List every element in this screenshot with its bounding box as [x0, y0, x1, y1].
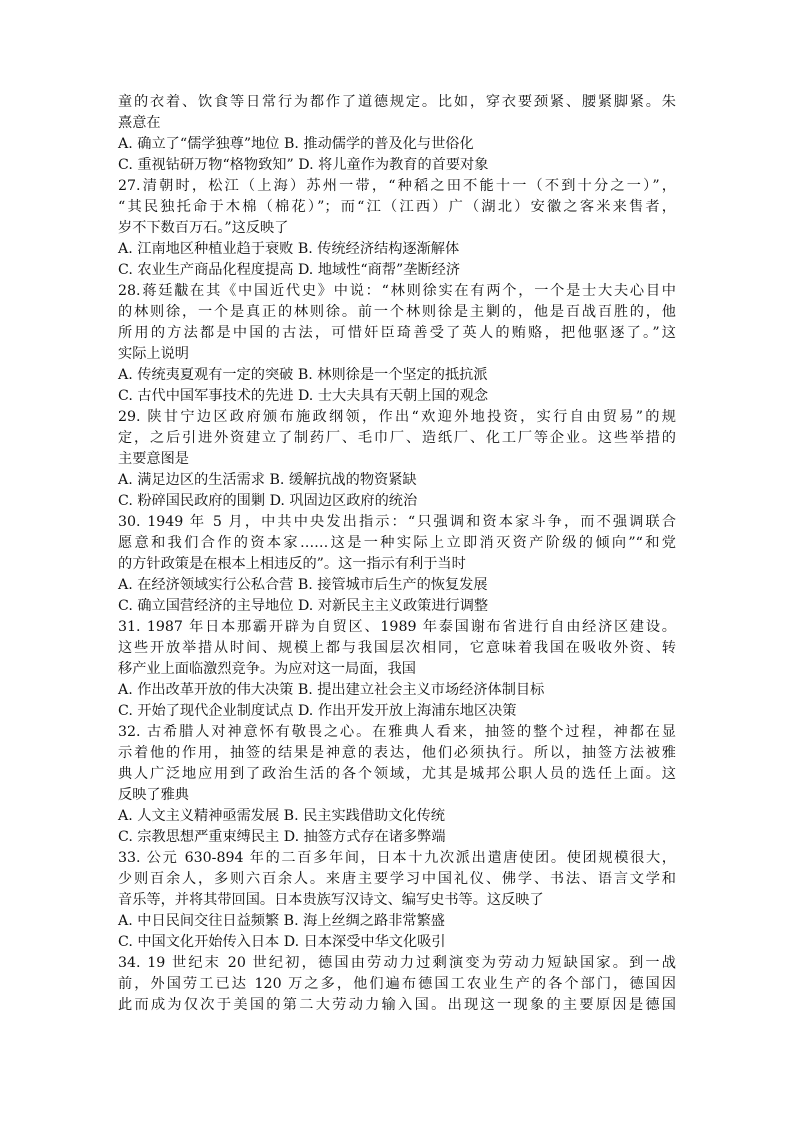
text-line: A. 满足边区的生活需求 B. 缓解抗战的物资紧缺 [118, 472, 417, 488]
text-line: 主要意图是 [118, 451, 189, 467]
text-line: C. 中国文化开始传入日本 D. 日本深受中华文化吸引 [118, 934, 446, 950]
text-line: 移产业上面临激烈竞争。为应对这一局面，我国 [118, 661, 416, 677]
text-line: 所用的方法都是中国的古法，可惜奸臣琦善受了英人的贿赂，把他驱逐了。”这 [118, 325, 676, 341]
document-body [118, 92, 676, 1016]
text-line: A. 人文主义精神亟需发展 B. 民主实践借助文化传统 [118, 808, 445, 824]
text-line: A. 在经济领域实行公私合营 B. 接管城市后生产的恢复发展 [118, 577, 488, 593]
text-line: 28.蒋廷黻在其《中国近代史》中说：“林则徐实在有两个，一个是士大夫心目中 [118, 283, 676, 299]
text-line: 实际上说明 [118, 346, 189, 362]
text-line: 34. 19 世纪末 20 世纪初，德国由劳动力过剩演变为劳动力短缺国家。到一战 [118, 955, 676, 971]
text-line: 此而成为仅次于美国的第二大劳动力输入国。出现这一现象的主要原因是德国 [118, 997, 676, 1013]
text-line: 30. 1949 年 5 月，中共中央发出指示：“只强调和资本家斗争，而不强调联合 [118, 514, 676, 530]
text-line: 的方针政策是在根本上相违反的”。这一指示有利于当时 [118, 556, 466, 572]
text-line: C. 古代中国军事技术的先进 D. 士大夫具有天朝上国的观念 [118, 388, 489, 404]
text-line: A. 中日民间交往日益频繁 B. 海上丝绸之路非常繁盛 [118, 913, 445, 929]
text-line: 典人广泛地应用到了政治生活的各个领域，尤其是城邦公职人员的选任上面。这 [118, 766, 676, 782]
text-line: C. 重视钻研万物“格物致知” D. 将儿童作为教育的首要对象 [118, 157, 489, 173]
text-line: 33. 公元 630-894 年的二百多年间，日本十九次派出遣唐使团。使团规模很大， [118, 850, 676, 866]
text-line: 32. 古希腊人对神意怀有敬畏之心。在雅典人看来，抽签的整个过程，神都在显 [118, 724, 676, 740]
text-line: C. 农业生产商品化程度提高 D. 地域性“商帮”垄断经济 [118, 262, 461, 278]
text-line: A. 作出改革开放的伟大决策 B. 提出建立社会主义市场经济体制目标 [118, 682, 545, 698]
text-line: 音乐等，并将其带回国。日本贵族写汉诗文、编写史书等。这反映了 [118, 892, 544, 908]
text-line: A. 传统夷夏观有一定的突破 B. 林则徐是一个坚定的抵抗派 [118, 367, 488, 383]
text-line: 熹意在 [118, 115, 161, 131]
text-line: 前，外国劳工已达 120 万之多，他们遍布德国工农业生产的各个部门，德国因 [118, 976, 676, 992]
text-line: C. 开始了现代企业制度试点 D. 作出开发开放上海浦东地区决策 [118, 703, 517, 719]
text-line: 愿意和我们合作的资本家……这是一种实际上立即消灭资产阶级的倾向”“和党 [118, 535, 676, 551]
text-line: 岁不下数百万石。”这反映了 [118, 220, 289, 236]
text-line: 31. 1987 年日本那霸开辟为自贸区、1989 年泰国谢布省进行自由经济区建设。 [118, 619, 676, 635]
text-line: A. 江南地区种植业趋于衰败 B. 传统经济结构逐渐解体 [118, 241, 460, 257]
text-line: 童的衣着、饮食等日常行为都作了道德规定。比如，穿衣要颈紧、腰紧脚紧。朱 [118, 94, 676, 110]
text-line: C. 粉碎国民政府的围剿 D. 巩固边区政府的统治 [118, 493, 418, 509]
text-line: 这些开放举措从时间、规模上都与我国层次相同，它意味着我国在吸收外资、转 [118, 640, 676, 656]
text-line: C. 宗教思想严重束缚民主 D. 抽签方式存在诸多弊端 [118, 829, 446, 845]
text-line: C. 确立国营经济的主导地位 D. 对新民主主义政策进行调整 [118, 598, 489, 614]
text-line: 定，之后引进外资建立了制药厂、毛巾厂、造纸厂、化工厂等企业。这些举措的 [118, 430, 676, 446]
text-line: 27.清朝时，松江（上海）苏州一带，“种稻之田不能十一（不到十分之一）”， [118, 178, 676, 194]
text-line: “其民独托命于木棉（棉花）”；而“江（江西）广（湖北）安徽之客米来售者， [118, 199, 676, 215]
text-line: A. 确立了“儒学独尊”地位 B. 推动儒学的普及化与世俗化 [118, 136, 474, 152]
text-line: 示着他的作用，抽签的结果是神意的表达，他们必须执行。所以，抽签方法被雅 [118, 745, 676, 761]
text-line: 的林则徐，一个是真正的林则徐。前一个林则徐是主剿的，他是百战百胜的，他 [118, 304, 676, 320]
text-line: 反映了雅典 [118, 787, 189, 803]
text-line: 29. 陕甘宁边区政府颁布施政纲领，作出“欢迎外地投资，实行自由贸易”的规 [118, 409, 676, 425]
text-line: 少则百余人，多则六百余人。来唐主要学习中国礼仪、佛学、书法、语言文学和 [118, 871, 676, 887]
